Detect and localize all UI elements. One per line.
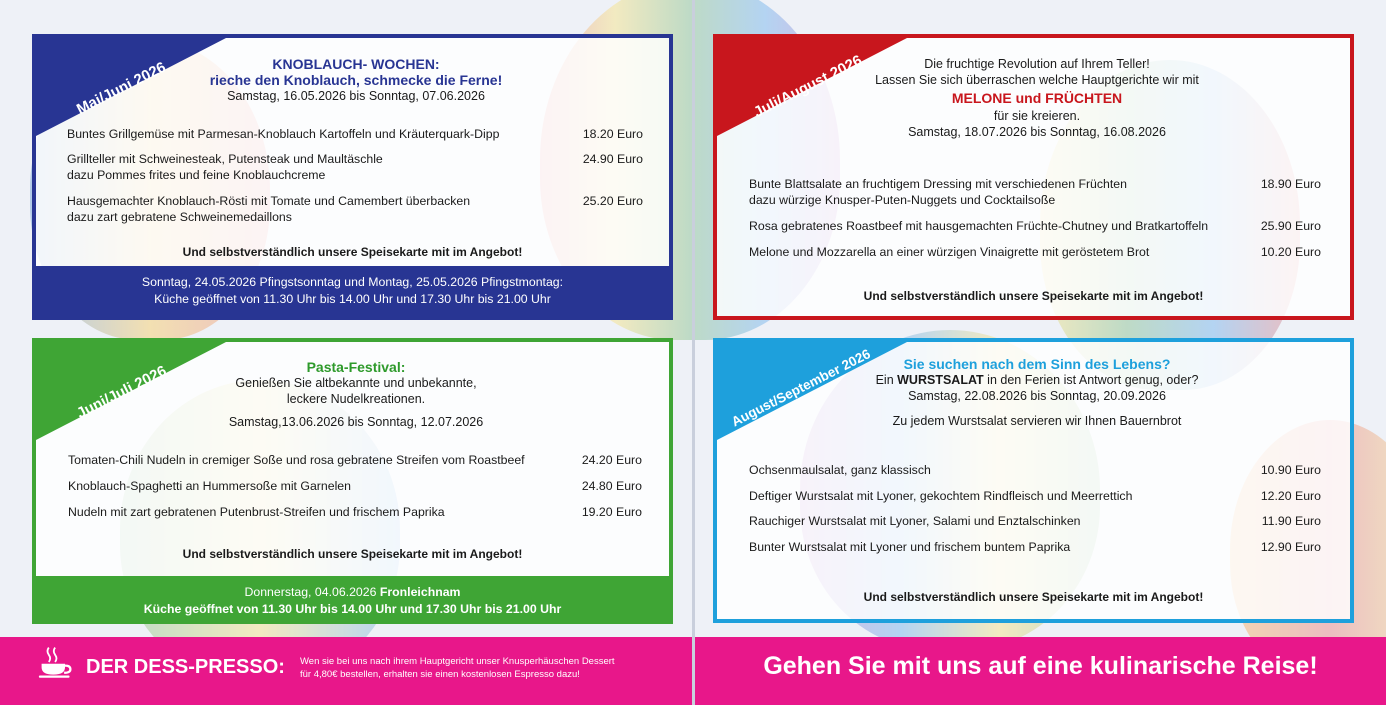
dish-price: 24.80 Euro — [581, 479, 642, 493]
dish-price: 25.20 Euro — [582, 194, 643, 208]
slogan-text: Gehen Sie mit uns auf eine kulinarische Reise! — [763, 652, 1318, 680]
holiday-line-1: Sonntag, 24.05.2026 Pfingstsonntag und Montag, 25.05.2026 Pfingstmontag: — [141, 275, 564, 289]
dish-price: 24.20 Euro — [581, 453, 642, 467]
dish-price: 18.20 Euro — [582, 127, 643, 141]
card-august-september — [713, 338, 1354, 623]
intro-line-1: Genießen Sie altbekannte und unbekannte, — [235, 376, 477, 390]
holiday-line-1: Donnerstag, 04.06.2026 Fronleichnam — [244, 585, 461, 599]
dish-name: Bunter Wurstsalat mit Lyoner und frischem buntem Paprika — [749, 540, 1071, 554]
holiday-line-2: Küche geöffnet von 11.30 Uhr bis 14.00 Uhr und 17.30 Uhr bis 21.00 Uhr — [143, 602, 562, 616]
theme-title: Sie suchen nach dem Sinn des Lebens? — [903, 356, 1171, 372]
dish-name: Deftiger Wurstsalat mit Lyoner, gekochtem Rindfleisch und Meerrettich — [749, 489, 1133, 503]
dish-name: Knoblauch-Spaghetti an Hummersoße mit Garnelen — [68, 479, 351, 493]
dess-presso-text: Wen sie bei uns nach ihrem Hauptgericht unser Knusperhäuschen Dessert für 4,80€ bestellen, erhalten sie einen kostenlosen Espresso dazu! — [300, 656, 615, 680]
dish-name: Grillteller mit Schweinesteak, Putensteak und Maultäschle dazu Pommes frites und feine Knoblauchcreme — [67, 152, 383, 182]
dish-price: 10.90 Euro — [1260, 463, 1321, 477]
dess-presso-title: DER DESS-PRESSO: — [86, 656, 285, 678]
menu-list — [749, 176, 1321, 266]
menu-note: Und selbstverständlich unsere Speisekarte mit im Angebot! — [863, 289, 1204, 303]
dish-name: Nudeln mit zart gebratenen Putenbrust-Streifen und frischem Paprika — [68, 505, 445, 519]
date-range: Samstag, 16.05.2026 bis Sonntag, 07.06.2026 — [227, 89, 485, 103]
ribbon-label: August/September 2026 — [729, 346, 873, 430]
ribbon-label: Juli/August 2026 — [751, 51, 865, 122]
dish-name: Ochsenmaulsalat, ganz klassisch — [749, 463, 931, 477]
dish-price: 12.90 Euro — [1260, 540, 1321, 554]
menu-list — [68, 452, 642, 522]
header-wurstsalat — [857, 356, 1217, 429]
intro-line-1: Ein WURSTSALAT in den Ferien ist Antwort genug, oder? — [875, 373, 1199, 387]
date-range: Samstag,13.06.2026 bis Sonntag, 12.07.2026 — [228, 415, 484, 429]
card-juni-juli — [32, 338, 673, 624]
intro-line-1: Die fruchtige Revolution auf Ihrem Teller! — [924, 57, 1150, 71]
dish-name: Rosa gebratenes Roastbeef mit hausgemachten Früchte-Chutney und Bratkartoffeln — [749, 219, 1209, 233]
ribbon-label: Juni/Juli 2026 — [74, 362, 170, 423]
dish-name: Hausgemachter Knoblauch-Rösti mit Tomate und Camembert überbacken dazu zart gebratene Schweinemedaillons — [67, 194, 471, 224]
dish-name: Rauchiger Wurstsalat mit Lyoner, Salami und Enztalschinken — [749, 514, 1081, 528]
menu-list — [67, 126, 643, 236]
slogan-banner — [695, 637, 1386, 705]
menu-note: Und selbstverständlich unsere Speisekarte mit im Angebot! — [182, 245, 523, 259]
intro-line-2: Lassen Sie sich überraschen welche Hauptgerichte wir mit — [875, 73, 1199, 87]
dish-price: 18.90 Euro — [1260, 177, 1321, 191]
dish-price: 19.20 Euro — [581, 505, 642, 519]
title-line-1: KNOBLAUCH- WOCHEN: — [272, 56, 440, 72]
dish-price: 25.90 Euro — [1260, 219, 1321, 233]
theme-title: MELONE und FRÜCHTEN — [951, 90, 1123, 106]
header-pasta — [186, 359, 526, 430]
holiday-band — [36, 576, 669, 624]
card-mai-juni — [32, 34, 673, 320]
date-range: Samstag, 18.07.2026 bis Sonntag, 16.08.2026 — [908, 125, 1166, 139]
coffee-cup-icon — [38, 645, 74, 679]
menu-note: Und selbstverständlich unsere Speisekarte mit im Angebot! — [863, 590, 1204, 604]
dish-price: 24.90 Euro — [582, 152, 643, 166]
dish-name: Tomaten-Chili Nudeln in cremiger Soße und rosa gebratene Streifen vom Roastbeef — [68, 453, 525, 467]
dish-name: Buntes Grillgemüse mit Parmesan-Knoblauch Kartoffeln und Kräuterquark-Dipp — [67, 127, 500, 141]
header-melone — [847, 56, 1227, 140]
page-fold — [692, 0, 695, 705]
dish-name: Melone und Mozzarella an einer würzigen Vinaigrette mit geröstetem Brot — [749, 245, 1150, 259]
festival-title: Pasta-Festival: — [306, 359, 406, 375]
menu-note: Und selbstverständlich unsere Speisekarte mit im Angebot! — [182, 547, 523, 561]
intro-line-2: leckere Nudelkreationen. — [286, 392, 426, 406]
dish-name: Bunte Blattsalate an fruchtigem Dressing mit verschiedenen Früchten dazu würzige Knusper-Puten-Nuggets und Cocktailsoße — [749, 177, 1127, 207]
title-line-2: rieche den Knoblauch, schmecke die Ferne! — [209, 72, 503, 88]
intro-line-3: für sie kreieren. — [993, 109, 1081, 123]
menu-list — [749, 462, 1321, 557]
holiday-line-2: Küche geöffnet von 11.30 Uhr bis 14.00 Uhr und 17.30 Uhr bis 21.00 Uhr — [154, 292, 551, 306]
card-juli-august — [713, 34, 1354, 320]
dish-price: 11.90 Euro — [1261, 514, 1321, 528]
holiday-band — [36, 266, 669, 316]
dish-price: 12.20 Euro — [1260, 489, 1321, 503]
bread-note: Zu jedem Wurstsalat servieren wir Ihnen Bauernbrot — [892, 414, 1182, 428]
ribbon-label: Mai/Juni 2026 — [74, 58, 169, 119]
date-range: Samstag, 22.08.2026 bis Sonntag, 20.09.2026 — [908, 389, 1166, 403]
dish-price: 10.20 Euro — [1260, 245, 1321, 259]
dess-presso-banner — [0, 637, 692, 705]
header-knoblauch — [186, 56, 526, 104]
